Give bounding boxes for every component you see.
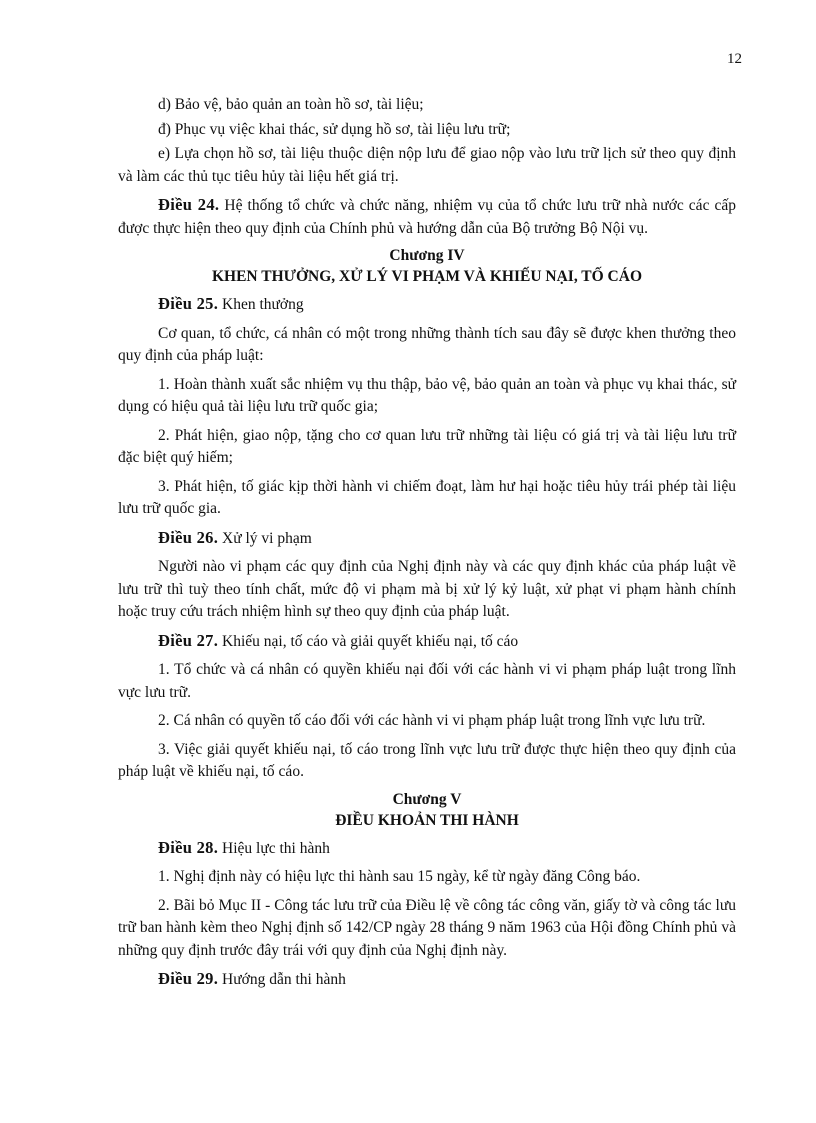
list-item: 3. Phát hiện, tố giác kịp thời hành vi chiếm đoạt, làm hư hại hoặc tiêu hủy trái phép tài liệu lưu trữ quốc gia. bbox=[118, 477, 736, 517]
paragraph: Người nào vi phạm các quy định của Nghị định này và các quy định khác của pháp luật về lưu trữ thì tuỳ theo tính chất, mức độ vi phạm mà bị xử lý kỷ luật, xử phạt vi phạm hành chính hoặc truy cứu trách nhiệm hình sự theo quy định của pháp luật. bbox=[118, 558, 736, 620]
article-25-heading bbox=[118, 293, 736, 317]
chapter-title: KHEN THƯỞNG, XỬ LÝ VI PHẠM VÀ KHIẾU NẠI, TỐ CÁO bbox=[211, 268, 643, 285]
list-item: d) Bảo vệ, bảo quản an toàn hồ sơ, tài liệu; bbox=[158, 96, 424, 113]
list-item: 2. Phát hiện, giao nộp, tặng cho cơ quan lưu trữ những tài liệu có giá trị và tài liệu lưu trữ đặc biệt quý hiếm; bbox=[118, 426, 736, 466]
article-heading: Điều 26. bbox=[158, 527, 219, 547]
chapter-number: Chương IV bbox=[389, 247, 465, 264]
article-heading: Điều 24. bbox=[158, 195, 220, 214]
article-text: Hệ thống tổ chức và chức năng, nhiệm vụ của tổ chức lưu trữ nhà nước các cấp được thực hiện theo quy định của Chính phủ và hướng dẫn của Bộ trưởng Bộ Nội vụ. bbox=[118, 197, 737, 237]
article-title: Hướng dẫn thi hành bbox=[222, 971, 346, 988]
article-27-heading bbox=[118, 630, 736, 654]
article-24 bbox=[118, 194, 736, 240]
article-title: Hiệu lực thi hành bbox=[222, 839, 330, 857]
article-title: Xử lý vi phạm bbox=[222, 529, 312, 547]
chapter-title: ĐIỀU KHOẢN THI HÀNH bbox=[335, 811, 519, 829]
list-item: đ) Phục vụ việc khai thác, sử dụng hồ sơ, tài liệu lưu trữ; bbox=[158, 120, 511, 138]
article-heading: Điều 27. bbox=[158, 630, 219, 650]
list-item: e) Lựa chọn hồ sơ, tài liệu thuộc diện nộp lưu để giao nộp vào lưu trữ lịch sử theo quy định và làm các thủ tục tiêu hủy tài liệu hết giá trị. bbox=[118, 145, 736, 185]
chapter-number: Chương V bbox=[392, 790, 462, 808]
list-item: 1. Tổ chức và cá nhân có quyền khiếu nại đối với các hành vi vi phạm pháp luật trong lĩnh vực lưu trữ. bbox=[118, 661, 736, 701]
article-title: Khiếu nại, tố cáo và giải quyết khiếu nại, tố cáo bbox=[222, 632, 519, 650]
list-item: 1. Hoàn thành xuất sắc nhiệm vụ thu thập, bảo vệ, bảo quản an toàn và phục vụ khai thác, sử dụng có hiệu quả tài liệu lưu trữ quốc gia; bbox=[118, 375, 736, 415]
article-26-heading bbox=[118, 527, 736, 551]
chapter-5-header bbox=[118, 790, 736, 831]
article-29-heading bbox=[118, 968, 736, 992]
article-heading: Điều 25. bbox=[158, 294, 219, 313]
chapter-4-header bbox=[118, 246, 736, 287]
page-number: 12 bbox=[727, 51, 742, 67]
article-heading: Điều 29. bbox=[158, 969, 219, 988]
list-item: 3. Việc giải quyết khiếu nại, tố cáo trong lĩnh vực lưu trữ được thực hiện theo quy định của pháp luật về khiếu nại, tố cáo. bbox=[118, 740, 736, 780]
list-item: 1. Nghị định này có hiệu lực thi hành sau 15 ngày, kể từ ngày đăng Công báo. bbox=[158, 868, 641, 885]
list-item: 2. Cá nhân có quyền tố cáo đối với các hành vi vi phạm pháp luật trong lĩnh vực lưu trữ. bbox=[158, 712, 706, 729]
article-title: Khen thưởng bbox=[222, 296, 304, 313]
article-heading: Điều 28. bbox=[158, 837, 219, 857]
list-item: 2. Bãi bỏ Mục II - Công tác lưu trữ của Điều lệ về công tác công văn, giấy tờ và công tác lưu trữ ban hành kèm theo Nghị định số 142/CP ngày 28 tháng 9 năm 1963 của Hội đồng Chính phủ và những quy định trước đây trái với quy định của Nghị định này. bbox=[118, 896, 736, 959]
paragraph: Cơ quan, tổ chức, cá nhân có một trong những thành tích sau đây sẽ được khen thưởng theo quy định của pháp luật: bbox=[118, 324, 736, 364]
article-28-heading bbox=[118, 837, 736, 861]
document-body bbox=[118, 94, 736, 998]
